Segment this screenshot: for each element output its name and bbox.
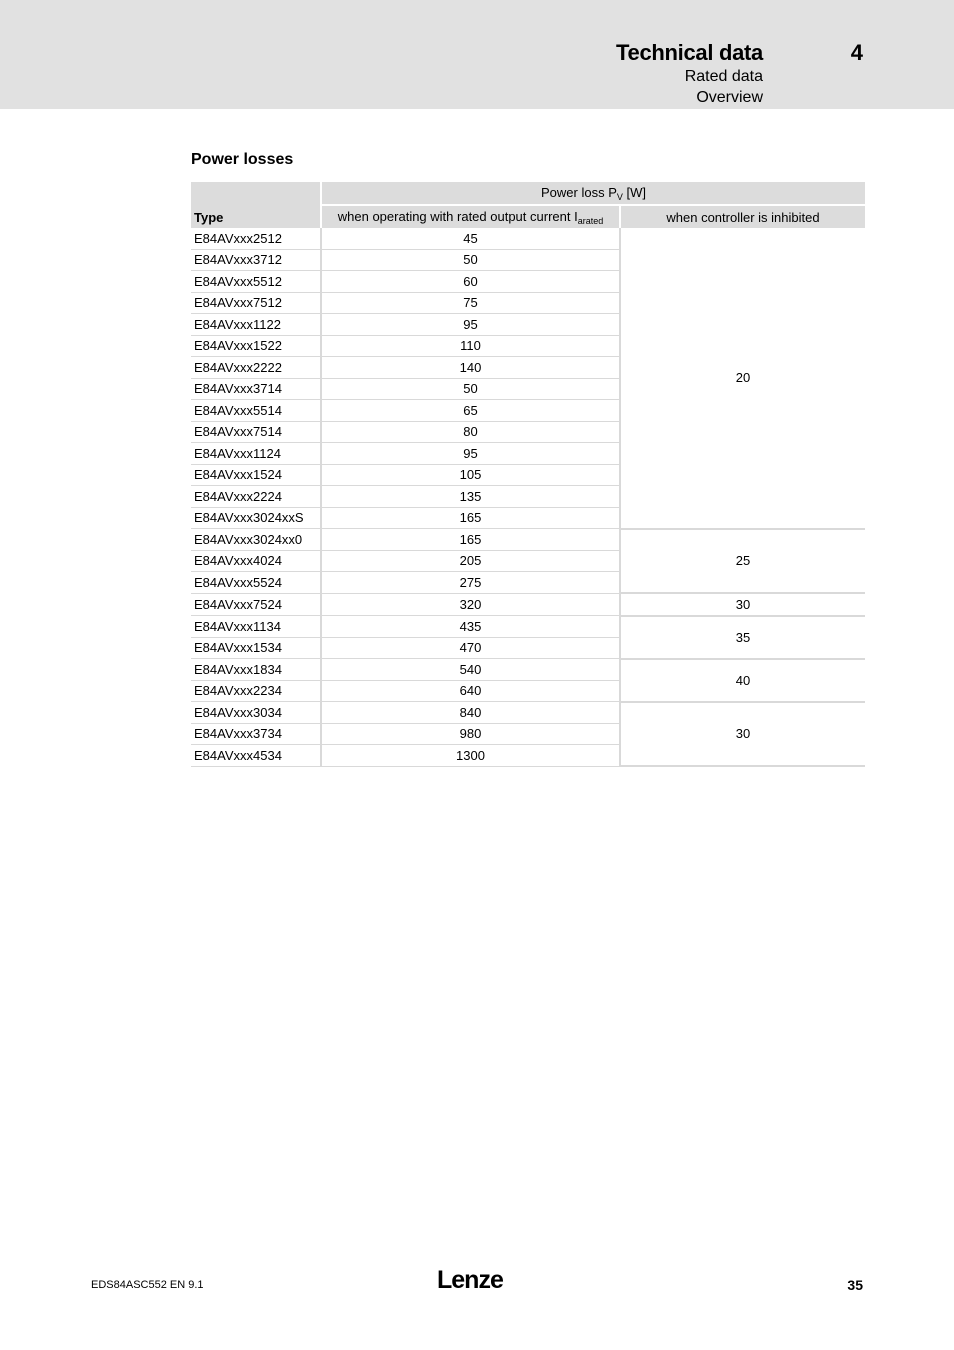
cell-operating-loss: 320 [321,593,620,616]
cell-operating-loss: 80 [321,421,620,443]
cell-type: E84AVxxx7524 [191,593,321,616]
cell-type: E84AVxxx1122 [191,314,321,336]
cell-inhibited-loss: 40 [620,659,865,702]
cell-type: E84AVxxx3034 [191,702,321,724]
column-header-power-loss: Power loss $P_V$ [W] [321,182,865,205]
subtitle-overview: Overview [696,89,763,106]
column-header-operating: when operating with rated output current $I_{arated}$ [321,205,620,228]
cell-type: E84AVxxx1524 [191,464,321,486]
cell-operating-loss: 50 [321,249,620,271]
lenze-logo: Lenze [437,1266,503,1294]
cell-type: E84AVxxx3712 [191,249,321,271]
cell-type: E84AVxxx7512 [191,292,321,314]
column-header-type: Type [191,182,321,228]
cell-operating-loss: 840 [321,702,620,724]
chapter-number: 4 [850,40,863,65]
cell-operating-loss: 1300 [321,745,620,767]
cell-inhibited-loss: 25 [620,529,865,594]
cell-operating-loss: 60 [321,271,620,293]
cell-type: E84AVxxx7514 [191,421,321,443]
table-row [191,702,865,724]
cell-operating-loss: 135 [321,486,620,508]
cell-operating-loss: 540 [321,659,620,681]
header-band [0,0,954,109]
cell-operating-loss: 435 [321,616,620,638]
cell-type: E84AVxxx4024 [191,550,321,572]
cell-type: E84AVxxx1134 [191,616,321,638]
subtitle-rated-data: Rated data [684,68,763,85]
cell-operating-loss: 95 [321,443,620,465]
cell-type: E84AVxxx1534 [191,637,321,659]
cell-type: E84AVxxx4534 [191,745,321,767]
cell-operating-loss: 980 [321,723,620,745]
cell-type: E84AVxxx1124 [191,443,321,465]
cell-operating-loss: 165 [321,507,620,529]
cell-type: E84AVxxx2234 [191,680,321,702]
cell-type: E84AVxxx1522 [191,335,321,357]
cell-type: E84AVxxx2224 [191,486,321,508]
page-number: 35 [847,1277,863,1293]
table-row [191,659,865,681]
table-row [191,593,865,616]
cell-operating-loss: 45 [321,228,620,249]
power-losses-table [191,182,865,767]
table-row [191,228,865,249]
cell-operating-loss: 140 [321,357,620,379]
cell-type: E84AVxxx5524 [191,572,321,594]
cell-type: E84AVxxx3024xx0 [191,529,321,551]
cell-operating-loss: 640 [321,680,620,702]
table-row [191,529,865,551]
cell-type: E84AVxxx3714 [191,378,321,400]
cell-type: E84AVxxx1834 [191,659,321,681]
table-row [191,616,865,638]
cell-type: E84AVxxx2512 [191,228,321,249]
cell-inhibited-loss: 30 [620,593,865,616]
chapter-title: Technical data [616,40,763,65]
cell-operating-loss: 165 [321,529,620,551]
cell-operating-loss: 275 [321,572,620,594]
document-id: EDS84ASC552 EN 9.1 [91,1279,204,1291]
cell-operating-loss: 110 [321,335,620,357]
cell-type: E84AVxxx5514 [191,400,321,422]
cell-operating-loss: 75 [321,292,620,314]
cell-type: E84AVxxx5512 [191,271,321,293]
cell-operating-loss: 65 [321,400,620,422]
cell-operating-loss: 205 [321,550,620,572]
cell-type: E84AVxxx2222 [191,357,321,379]
cell-operating-loss: 470 [321,637,620,659]
cell-inhibited-loss: 20 [620,228,865,529]
column-header-inhibited: when controller is inhibited [620,205,865,228]
cell-operating-loss: 50 [321,378,620,400]
cell-operating-loss: 95 [321,314,620,336]
cell-type: E84AVxxx3024xxS [191,507,321,529]
section-title: Power losses [191,151,294,168]
cell-operating-loss: 105 [321,464,620,486]
cell-inhibited-loss: 30 [620,702,865,767]
cell-inhibited-loss: 35 [620,616,865,659]
cell-type: E84AVxxx3734 [191,723,321,745]
